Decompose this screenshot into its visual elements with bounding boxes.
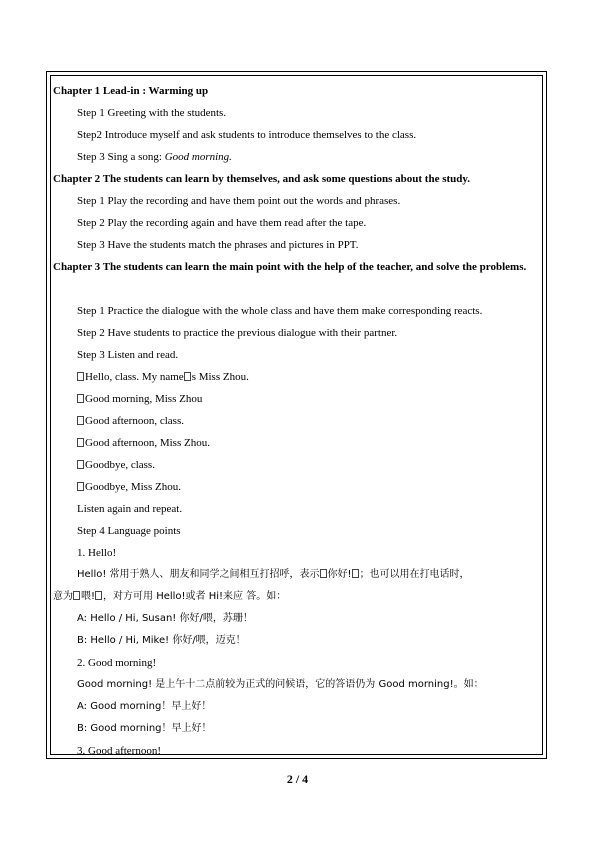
point2-example-b: B: Good morning！早上好！: [77, 723, 212, 734]
point1-text-a: Hello! 常用于熟人、朋友和同学之间相互打招呼，表示: [77, 569, 320, 580]
missing-glyph-icon: [352, 569, 359, 578]
chapter1-title: Chapter 1 Lead-in : Warming up: [53, 85, 209, 97]
dialogue-text-end: s Miss Zhou.: [191, 371, 249, 383]
chapter3-step1: Step 1 Practice the dialogue with the whole class and have them make corresponding reacts.: [77, 305, 483, 317]
chapter3-title: Chapter 3 The students can learn the main point with the help of the teacher, and solve the problems.: [53, 261, 527, 273]
step3-prefix: Step 3 Sing a song:: [77, 151, 165, 163]
missing-glyph-icon: [184, 372, 191, 381]
chapter2-title: Chapter 2 The students can learn by themselves, and ask some questions about the study.: [53, 173, 471, 185]
dialogue-text: Good afternoon, class.: [85, 415, 184, 427]
point2-explanation: Good morning! 是上午十二点前较为正式的问候语，它的答语仍为 Good morning!。如：: [77, 679, 484, 690]
missing-glyph-icon: [77, 394, 84, 403]
point2-example-a: A: Good morning！早上好！: [77, 701, 212, 712]
point2-title: 2. Good morning!: [77, 657, 157, 669]
point1-text-f: ，对方可用 Hello!或者 Hi!来应 答。如：: [103, 591, 287, 602]
dialogue-text: Goodbye, Miss Zhou.: [85, 481, 181, 493]
point1-example-a: A: Hello / Hi, Susan! 你好/喂，苏珊！: [77, 613, 253, 624]
chapter2-step1: Step 1 Play the recording and have them point out the words and phrases.: [77, 195, 401, 207]
missing-glyph-icon: [95, 591, 102, 600]
missing-glyph-icon: [77, 416, 84, 425]
chapter3-step4: Step 4 Language points: [77, 525, 181, 537]
chapter2-step2: Step 2 Play the recording again and have them read after the tape.: [77, 217, 367, 229]
point1-explanation: [53, 564, 541, 586]
point1-text-b: 你好!: [327, 569, 352, 580]
missing-glyph-icon: [77, 372, 84, 381]
missing-glyph-icon: [77, 438, 84, 447]
dialogue-line: [53, 410, 541, 432]
point1-example-b: B: Hello / Hi, Mike! 你好/喂，迈克！: [77, 635, 246, 646]
missing-glyph-icon: [320, 569, 327, 578]
chapter1-step1: Step 1 Greeting with the students.: [77, 107, 227, 119]
dialogue-line: [53, 388, 541, 410]
dialogue-text: Goodbye, class.: [85, 459, 155, 471]
missing-glyph-icon: [73, 591, 80, 600]
missing-glyph-icon: [77, 482, 84, 491]
dialogue-line: [53, 476, 541, 498]
missing-glyph-icon: [77, 460, 84, 469]
chapter3-step3: Step 3 Listen and read.: [77, 349, 179, 361]
song-title: Good morning.: [164, 151, 232, 163]
dialogue-line: [53, 432, 541, 454]
point1-title: 1. Hello!: [77, 547, 117, 559]
dialogue-line: [53, 366, 541, 388]
point3-title: 3. Good afternoon!: [77, 745, 162, 757]
point1-text-d: 意为: [53, 591, 73, 602]
dialogue-text: Hello, class. My name: [85, 371, 184, 383]
chapter3-step2: Step 2 Have students to practice the previous dialogue with their partner.: [77, 327, 398, 339]
dialogue-line: [53, 454, 541, 476]
lesson-content: [53, 80, 541, 762]
page-number: 2 / 4: [286, 772, 309, 786]
point1-text-c: ；也可以用在打电话时，: [359, 569, 470, 580]
dialogue-text: Good afternoon, Miss Zhou.: [85, 437, 210, 449]
chapter1-step3: [53, 146, 541, 168]
point1-text-e: 喂!: [81, 591, 96, 602]
point1-explanation-cont: [53, 586, 541, 608]
chapter1-step2: Step2 Introduce myself and ask students to introduce themselves to the class.: [77, 129, 417, 141]
listen-again: Listen again and repeat.: [77, 503, 183, 515]
dialogue-text: Good morning, Miss Zhou: [85, 393, 203, 405]
chapter2-step3: Step 3 Have the students match the phrases and pictures in PPT.: [77, 239, 359, 251]
